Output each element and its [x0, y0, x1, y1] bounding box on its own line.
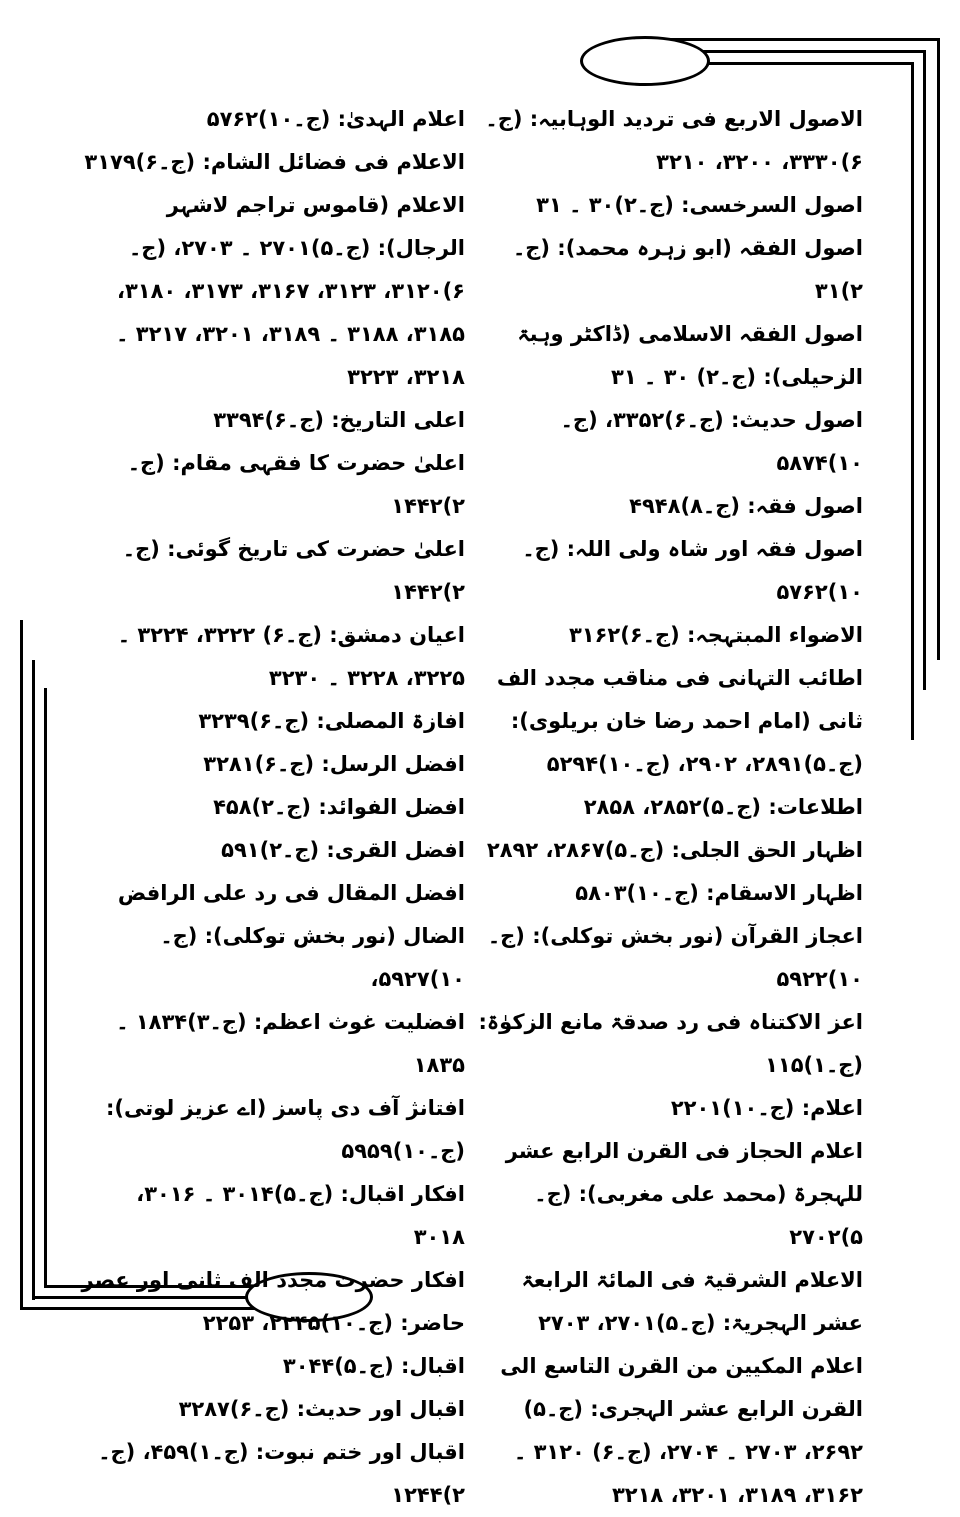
index-entry: اصول السرخسی: (ج۔۲)۳۰ ۔ ۳۱: [536, 193, 863, 217]
index-entry: افضلیت غوث اعظم: (ج۔۳)۱۸۳۴ ۔ ۱۸۳۵: [116, 1010, 465, 1077]
index-entry: اقبال اور ختم نبوت: (ج۔۱)۴۵۹، (ج۔۲)۱۲۴۴: [98, 1440, 465, 1507]
index-entry: اعجاز القرآن (نور بخش توکلی): (ج۔۱۰)۵۹۲۲: [487, 924, 863, 991]
index-entry: اعلام الہدیٰ: (ج۔۱۰)۵۷۶۲: [206, 107, 465, 131]
index-entry: افکار حضرت مجدد الف ثانی اور عصر حاضر: (ج۔۱۰)۲۲۴۵، ۲۲۵۳: [81, 1268, 465, 1335]
index-entry: اعلام المکیین من القرن التاسع الی القرن الرابع عشر الہجری: (ج۔۵) ۲۶۹۲، ۲۷۰۳ ۔ ۲۷۰۴، (ج۔۶) ۳۱۲۰ ۔ ۳۱۶۲، ۳۱۸۹، ۳۲۰۱، ۳۲۱۸: [500, 1354, 863, 1507]
index-entry: اقبال اور حدیث: (ج۔۶)۳۲۸۷: [178, 1397, 465, 1421]
index-entry: اعلی التاریخ: (ج۔۶)۳۳۹۴: [213, 408, 465, 432]
index-entry: افضل الرسل: (ج۔۶)۳۲۸۱: [203, 752, 465, 776]
index-entry: اصول فقہ: (ج۔۸)۴۹۴۸: [629, 494, 863, 518]
index-entry: اعز الاکتناہ فی رد صدقۃ مانع الزکوٰۃ: (ج۔۱)۱۱۵: [478, 1010, 863, 1077]
index-entry: افضل المقال فی رد علی الرافض الضال (نور بخش توکلی): (ج۔۱۰)۵۹۲۷،: [117, 881, 465, 991]
index-column-left: [80, 98, 465, 1517]
index-entry: الاصول الاربع فی تردید الوہابیہ: (ج۔۶)۳۳۳۰، ۳۲۰۰، ۳۲۱۰: [485, 107, 863, 174]
index-entry: اطلاعات: (ج۔۵)۲۸۵۲، ۲۸۵۸: [583, 795, 863, 819]
index-entry: اظہار الحق الجلی: (ج۔۵)۲۸۶۷، ۲۸۹۲: [486, 838, 863, 862]
index-entry: افازۃ المصلی: (ج۔۶)۳۲۳۹: [198, 709, 465, 733]
index-entry: الاعلام فی فضائل الشام: (ج۔۶)۳۱۷۹: [84, 150, 465, 174]
index-entry: افضل القری: (ج۔۲)۵۹۱: [221, 838, 465, 862]
index-entry: اظہار الاسقام: (ج۔۱۰)۵۸۰۳: [575, 881, 863, 905]
index-entry: اعلام الحجاز فی القرن الرابع عشر للہجرۃ (محمد علی مغربی): (ج۔۵)۲۷۰۲: [505, 1139, 863, 1249]
index-entry: اصول حدیث: (ج۔۶)۳۳۵۲، (ج۔۱۰)۵۸۷۴: [560, 408, 863, 475]
index-entry: اقبال: (ج۔۵)۳۰۴۴: [282, 1354, 465, 1378]
index-entry: اعلیٰ حضرت کی تاریخ گوئی: (ج۔۲)۱۴۴۲: [122, 537, 465, 604]
index-entry: اصول فقہ اور شاہ ولی اللہ: (ج۔۱۰)۵۷۶۲: [522, 537, 863, 604]
index-entry: افضل الفوائد: (ج۔۲)۴۵۸: [213, 795, 465, 819]
index-entry: اطائب التہانی فی مناقب مجدد الف ثانی (امام احمد رضا خان بریلوی): (ج۔۵)۲۸۹۱، ۲۹۰۲، (ج۔۱۰)۵۲۹۴: [496, 666, 863, 776]
index-entry: افتانژ آف دی پاسز (اے عزیز لوتی): (ج۔۱۰)۵۹۵۹: [106, 1096, 465, 1163]
index-entry: اصول الفقہ الاسلامی (ڈاکٹر وہبۃ الزحیلی): (ج۔۲) ۳۰ ۔ ۳۱: [517, 322, 863, 389]
index-entry: اعلیٰ حضرت کا فقہی مقام: (ج۔۲)۱۴۴۲: [127, 451, 465, 518]
top-ornament-oval: [580, 36, 710, 86]
index-column-right: [478, 98, 863, 1517]
index-entry: اصول الفقہ (ابو زہرہ محمد): (ج۔۲)۳۱: [512, 236, 863, 303]
index-entry: اعیان دمشق: (ج۔۶) ۳۲۲۲، ۳۲۲۴ ۔ ۳۲۲۵، ۳۲۲۸ ۔ ۳۲۳۰: [117, 623, 465, 690]
index-entry: الاعلام (قاموس تراجم لاشہر الرجال): (ج۔۵)۲۷۰۱ ۔ ۲۷۰۳، (ج۔۶)۳۱۲۰، ۳۱۲۳، ۳۱۶۷، ۳۱۷۳، ۳۱۸۰، ۳۱۸۵، ۳۱۸۸ ۔ ۳۱۸۹، ۳۲۰۱، ۳۲۱۷ ۔ ۳۲۱۸، ۳۲۲۳: [116, 193, 465, 389]
index-entry: الاعلام الشرقیۃ فی المائۃ الرابعۃ عشر الہجریۃ: (ج۔۵)۲۷۰۱، ۲۷۰۳: [521, 1268, 863, 1335]
index-entry: افکار اقبال: (ج۔۵)۳۰۱۴ ۔ ۳۰۱۶، ۳۰۱۸: [136, 1182, 465, 1249]
index-entry: الاضواء المبتہجہ: (ج۔۶)۳۱۶۲: [568, 623, 863, 647]
index-entry: اعلام: (ج۔۱۰)۲۲۰۱: [670, 1096, 863, 1120]
